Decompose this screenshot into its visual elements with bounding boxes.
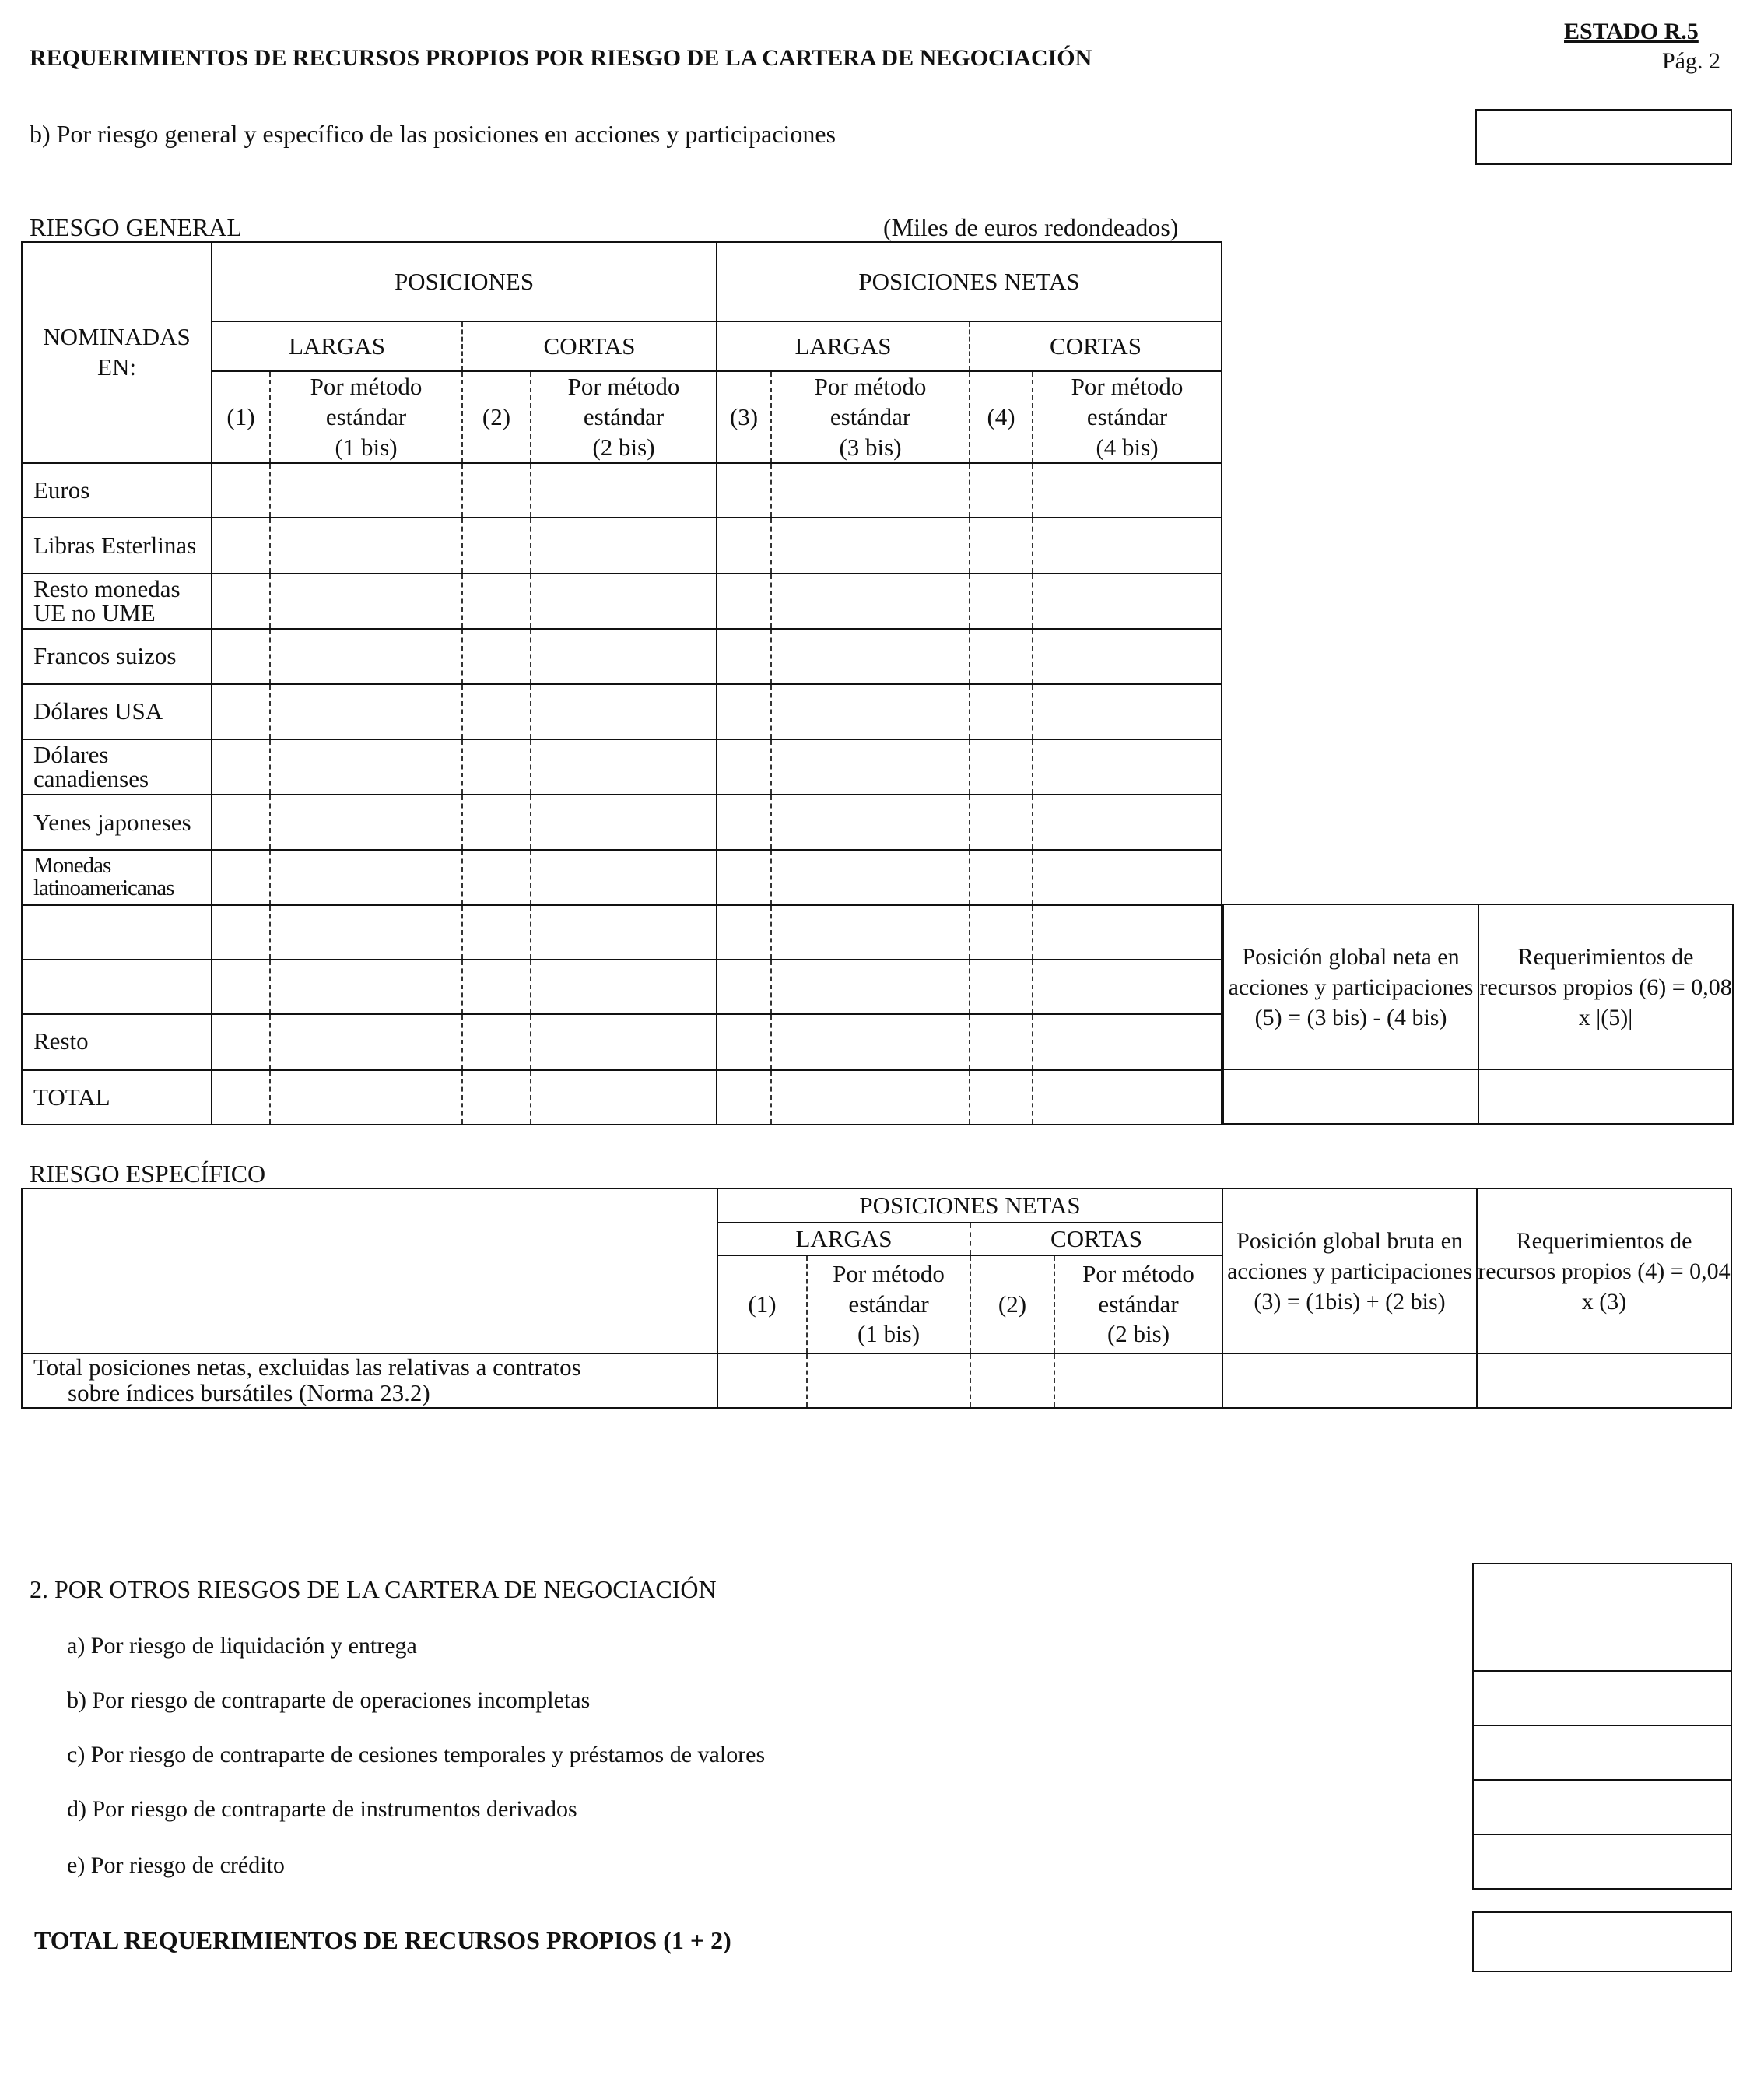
otros-item-c: c) Por riesgo de contraparte de cesiones temporales y préstamos de valores [67,1742,766,1767]
row-label: Resto monedas UE no UME [22,574,212,629]
especifico-label-header [22,1188,717,1353]
otros-b-box[interactable] [1472,1672,1732,1726]
col1bis-header: Por método estándar (1 bis) [270,371,462,463]
largas-header: LARGAS [212,321,462,371]
row-label: Euros [22,463,212,518]
page-number: Pág. 2 [1662,48,1720,74]
riesgo-general-table [21,241,1731,1125]
otros-a-box[interactable] [1472,1617,1732,1672]
table-row [22,1353,1731,1408]
right-area [1222,242,1732,1030]
riesgo-especifico-table [21,1188,1732,1409]
esp-row-label: Total posiciones netas, excluidas las relativas a contratos sobre índices bursátiles (Norma 23.2) [22,1353,717,1408]
col6-header: Requerimientos de recursos propios (6) = 0,08 x |(5)| [1478,904,1733,1069]
page-title: REQUERIMIENTOS DE RECURSOS PROPIOS POR RIESGO DE LA CARTERA DE NEGOCIACIÓN [30,45,1092,71]
esp-cortas-header: CORTAS [970,1223,1222,1255]
col1-header: (1) [212,371,270,463]
col3-header: (3) [717,371,771,463]
otros-e-box[interactable] [1472,1835,1732,1890]
row-label [22,960,212,1014]
row-label [22,905,212,960]
posiciones-netas-header: POSICIONES NETAS [717,242,1222,321]
otros-item-d: d) Por riesgo de contraparte de instrumentos derivados [67,1796,577,1822]
posiciones-header: POSICIONES [212,242,717,321]
esp-col3-header: Posición global bruta en acciones y participaciones (3) = (1bis) + (2 bis) [1222,1188,1477,1353]
total-label: TOTAL [22,1070,212,1125]
row-label: Libras Esterlinas [22,518,212,573]
esp-col4-header: Requerimientos de recursos propios (4) = 0,04 x (3) [1477,1188,1731,1353]
row-label: Resto [22,1014,212,1070]
esp-col2bis-header: Por método estándar (2 bis) [1054,1255,1222,1353]
esp-col1bis-header: Por método estándar (1 bis) [807,1255,970,1353]
col4bis-header: Por método estándar (4 bis) [1033,371,1222,463]
col2bis-header: Por método estándar (2 bis) [531,371,717,463]
esp-largas-header: LARGAS [717,1223,970,1255]
col3bis-header: Por método estándar (3 bis) [771,371,970,463]
largas-netas-header: LARGAS [717,321,970,371]
otros-c-box[interactable] [1472,1726,1732,1781]
riesgo-general-title: RIESGO GENERAL [30,213,242,241]
global-position-subtable [1222,904,1734,1125]
cortas-netas-header: CORTAS [970,321,1222,371]
cortas-header: CORTAS [462,321,717,371]
total-col6-cell[interactable] [1478,1069,1733,1124]
otros-total-box[interactable] [1472,1563,1732,1619]
esp-col1-header: (1) [717,1255,807,1353]
otros-item-a: a) Por riesgo de liquidación y entrega [67,1633,417,1659]
col2-header: (2) [462,371,531,463]
section-b-value-box[interactable] [1475,109,1732,165]
estado-label: ESTADO R.5 [1564,19,1699,44]
nominadas-header: NOMINADAS EN: [22,242,212,463]
col4-header: (4) [970,371,1033,463]
otros-item-b: b) Por riesgo de contraparte de operaciones incompletas [67,1687,591,1713]
units-note: (Miles de euros redondeados) [883,213,1179,241]
total-requerimientos-box[interactable] [1472,1911,1732,1972]
otros-d-box[interactable] [1472,1781,1732,1835]
row-label: Dólares USA [22,684,212,739]
esp-posiciones-netas-header: POSICIONES NETAS [717,1188,1222,1223]
esp-col2-header: (2) [970,1255,1054,1353]
row-label: Dólares canadienses [22,739,212,795]
total-col5-cell[interactable] [1223,1069,1478,1124]
col5-header: Posición global neta en acciones y participaciones (5) = (3 bis) - (4 bis) [1223,904,1478,1069]
row-label: Francos suizos [22,629,212,684]
section-b-label: b) Por riesgo general y específico de las posiciones en acciones y participaciones [30,120,836,148]
total-requerimientos-label: TOTAL REQUERIMIENTOS DE RECURSOS PROPIOS (1 + 2) [34,1926,731,1954]
otros-item-e: e) Por riesgo de crédito [67,1852,285,1878]
otros-riesgos-title: 2. POR OTROS RIESGOS DE LA CARTERA DE NEGOCIACIÓN [30,1575,717,1603]
row-label: Monedas latinoamericanas [22,850,212,905]
row-label: Yenes japoneses [22,795,212,850]
riesgo-especifico-title: RIESGO ESPECÍFICO [30,1160,266,1188]
